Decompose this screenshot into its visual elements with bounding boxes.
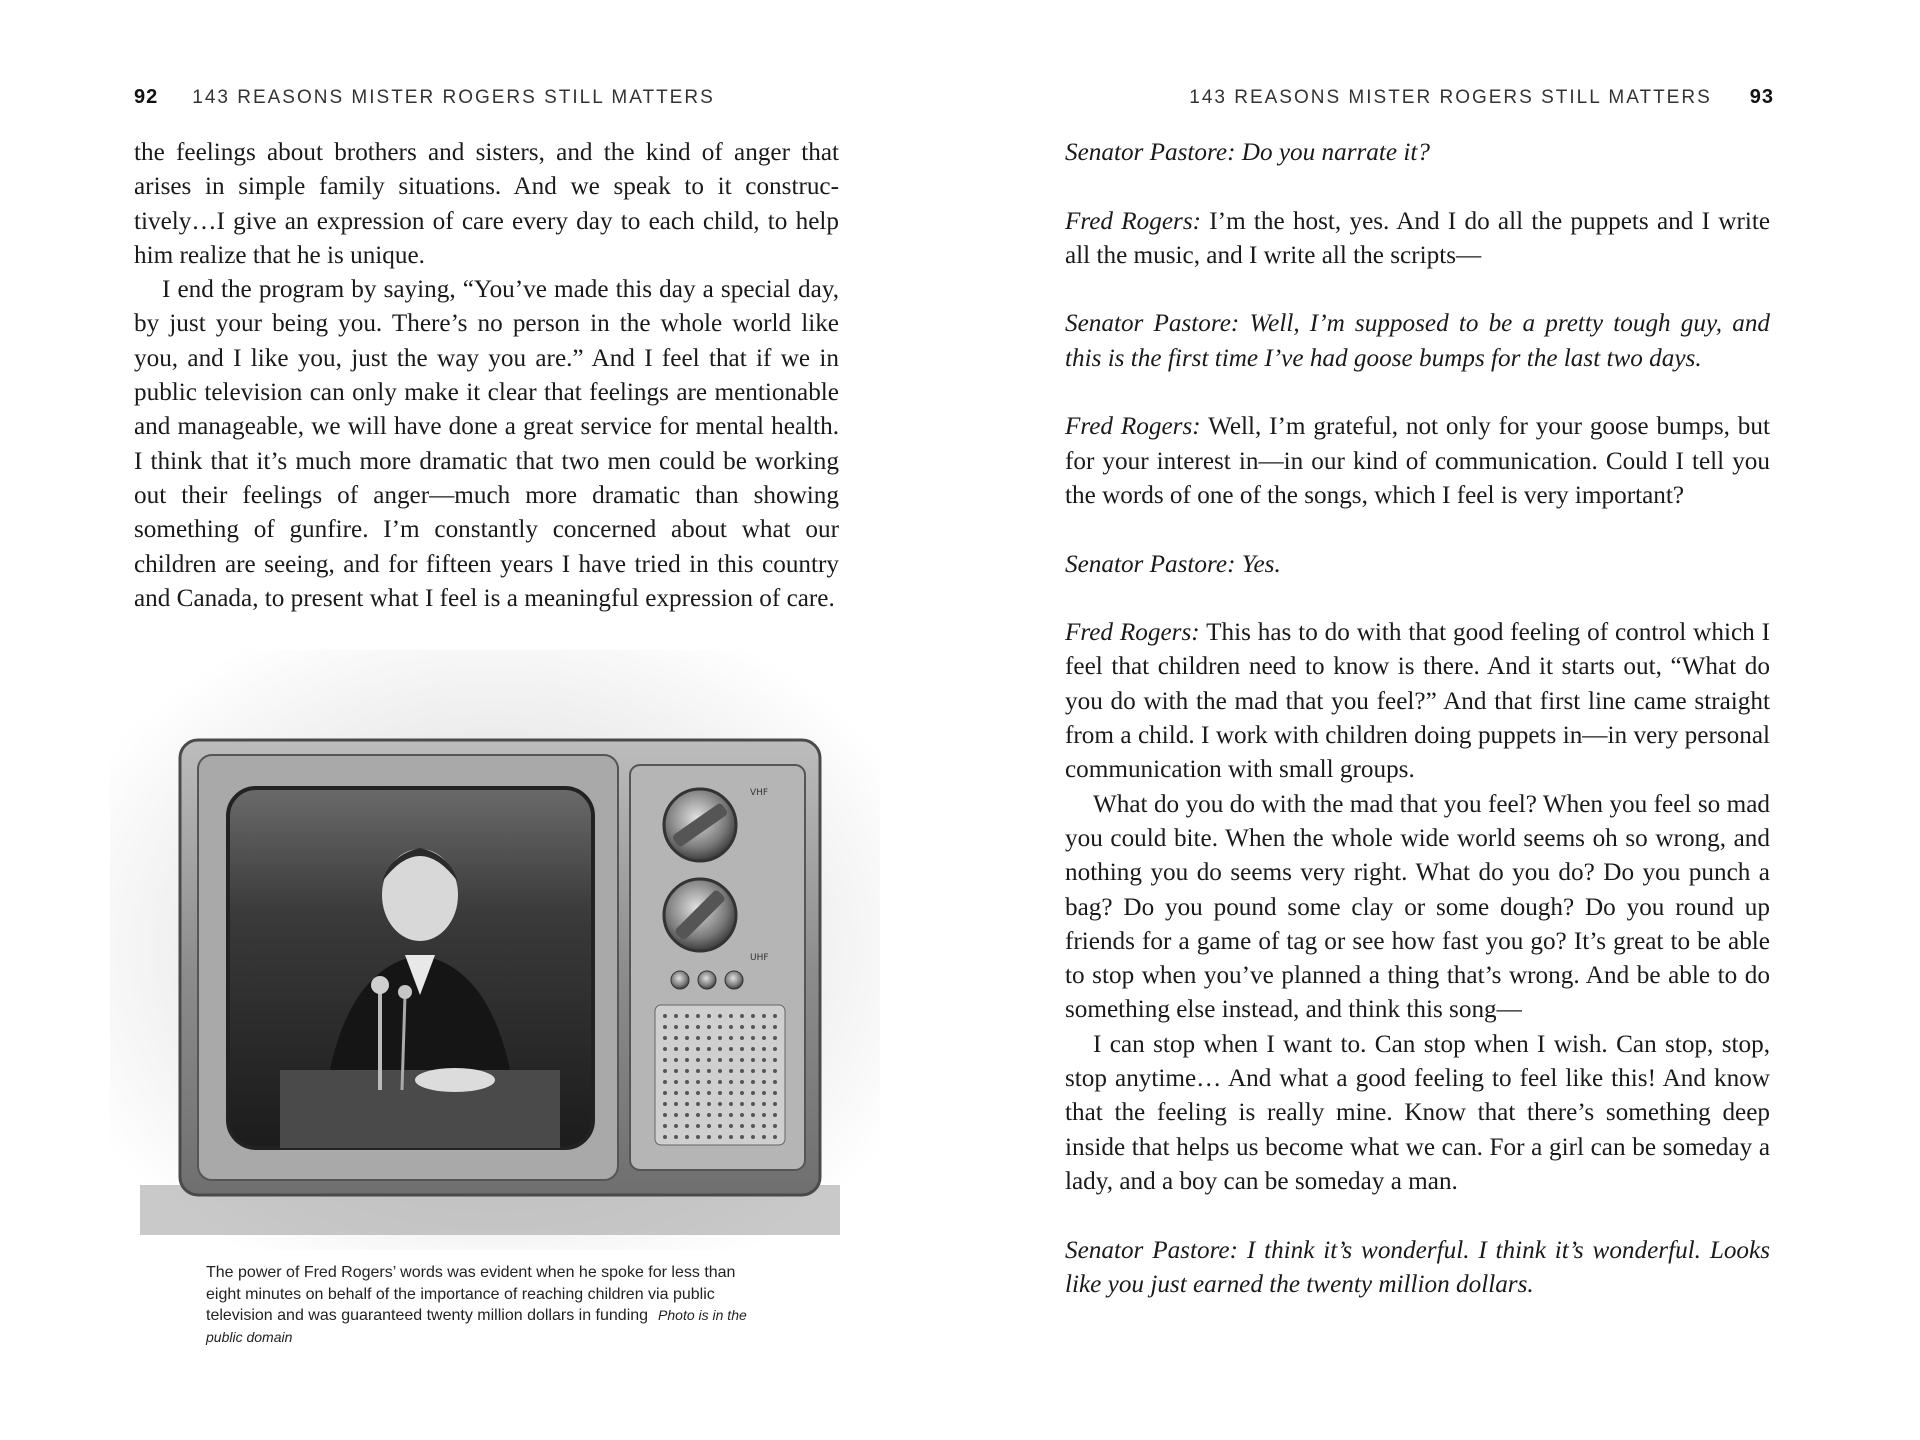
exchange-2	[1065, 205, 1770, 274]
exchange-4	[1065, 410, 1770, 513]
right-running-header	[1189, 86, 1774, 109]
speaker-label: Fred Rogers:	[1065, 619, 1200, 647]
tv-photo-figure	[110, 650, 880, 1250]
dialogue-text: Well, I’m grateful, not only for your goose bumps, but for your interest in—in our kind of communication. Could I tell you the words of one of the songs, which I feel is very important?	[1065, 413, 1770, 509]
vintage-tv-photo	[110, 650, 880, 1250]
speaker-label: Fred Rogers:	[1065, 207, 1202, 235]
dialogue-text: Yes.	[1241, 550, 1281, 578]
song-paragraph-1: What do you do with the mad that you feel? When you feel so mad you could bite. When the whole wide world seems oh so wrong, and nothing you do seems very right. What do you do? Do you punch a bag? Do you pound some clay or some dough? Do you round up friends for a game of tag or see how fast you go? It’s great to be able to stop when you’ve planned a thing that’s wrong. And be able to do something else instead, and think this song—	[1065, 790, 1770, 1024]
dialogue-text: This has to do with that good feeling of control which I feel that children need to know is there. And it starts out, “What do you do with the mad that you feel?” And that first line came straight from a child. I work with children doing puppets in—in very personal communication with small groups.	[1065, 619, 1770, 784]
small-knob-2	[698, 971, 716, 989]
left-running-head: 143 REASONS MISTER ROGERS STILL MATTERS	[192, 87, 715, 108]
right-running-head: 143 REASONS MISTER ROGERS STILL MATTERS	[1189, 87, 1712, 108]
right-page-number: 93	[1749, 86, 1774, 108]
photo-caption	[206, 1262, 766, 1348]
caption-text: The power of Fred Rogers’ words was evident when he spoke for less than eight minutes on behalf of the importance of reaching children via public television and was guaranteed twenty million dollars in funding	[206, 1264, 736, 1324]
speaker-label: Senator Pastore:	[1065, 1236, 1238, 1264]
photo-credit: Photo is in the public domain	[206, 1307, 747, 1345]
uhf-label: UHF	[750, 953, 769, 963]
exchange-1	[1065, 136, 1770, 170]
speaker-label: Senator Pastore:	[1065, 310, 1240, 338]
left-body-text	[134, 136, 839, 616]
closing-exchange	[1065, 1234, 1770, 1303]
left-paragraph-1: the feelings about brothers and sisters, and the kind of anger that arises in simple family situations. And we speak to it constructively…I give an expression of care every day to each child, to help him realize that he is unique.	[134, 139, 839, 269]
left-running-header	[134, 86, 715, 109]
dialogue-text: Well, I’m supposed to be a pretty tough guy, and this is the first time I’ve had goose bumps for the last two days.	[1065, 310, 1771, 372]
exchange-5	[1065, 548, 1770, 582]
left-paragraph-2: I end the program by saying, “You’ve made this day a special day, by just your being you. There’s no person in the whole world like you, and I like you, just the way you are.” And I feel that if we in public television can only make it clear that feelings are mentionable and manageable, we will have done a great service for mental health. I think that it’s much more dramatic that two men could be working out their feelings of anger—much more dramatic than showing something of gunfire. I’m constantly concerned about what our children are seeing, and for fifteen years I have tried in this country and Canada, to present what I feel is a meaningful expression of care.	[134, 276, 839, 612]
left-page-number: 92	[134, 86, 159, 108]
small-knob-3	[725, 971, 743, 989]
song-paragraph-2: I can stop when I want to. Can stop when I wish. Can stop, stop, stop anytime… And what a good feeling to feel like this! And know that the feeling is really mine. Know that there’s something deep inside that helps us become what we can. For a girl can be someday a lady, and a boy can be someday a man.	[1065, 1030, 1770, 1195]
speaker-label: Fred Rogers:	[1065, 413, 1201, 441]
dialogue-text: I think it’s wonderful. I think it’s wonderful. Looks like you just earned the twenty million dollars.	[1065, 1236, 1770, 1298]
dialogue-text: I’m the host, yes. And I do all the puppets and I write all the music, and I write all the scripts—	[1065, 207, 1771, 269]
dialogue-text: Do you narrate it?	[1241, 139, 1430, 166]
right-body-text	[1065, 136, 1770, 1302]
speaker-label: Senator Pastore:	[1065, 139, 1236, 166]
right-page	[960, 0, 1920, 1440]
exchange-3	[1065, 307, 1770, 376]
small-knob-1	[671, 971, 689, 989]
exchange-6	[1065, 616, 1770, 787]
speaker-label: Senator Pastore:	[1065, 550, 1236, 578]
vhf-label: VHF	[750, 788, 769, 798]
